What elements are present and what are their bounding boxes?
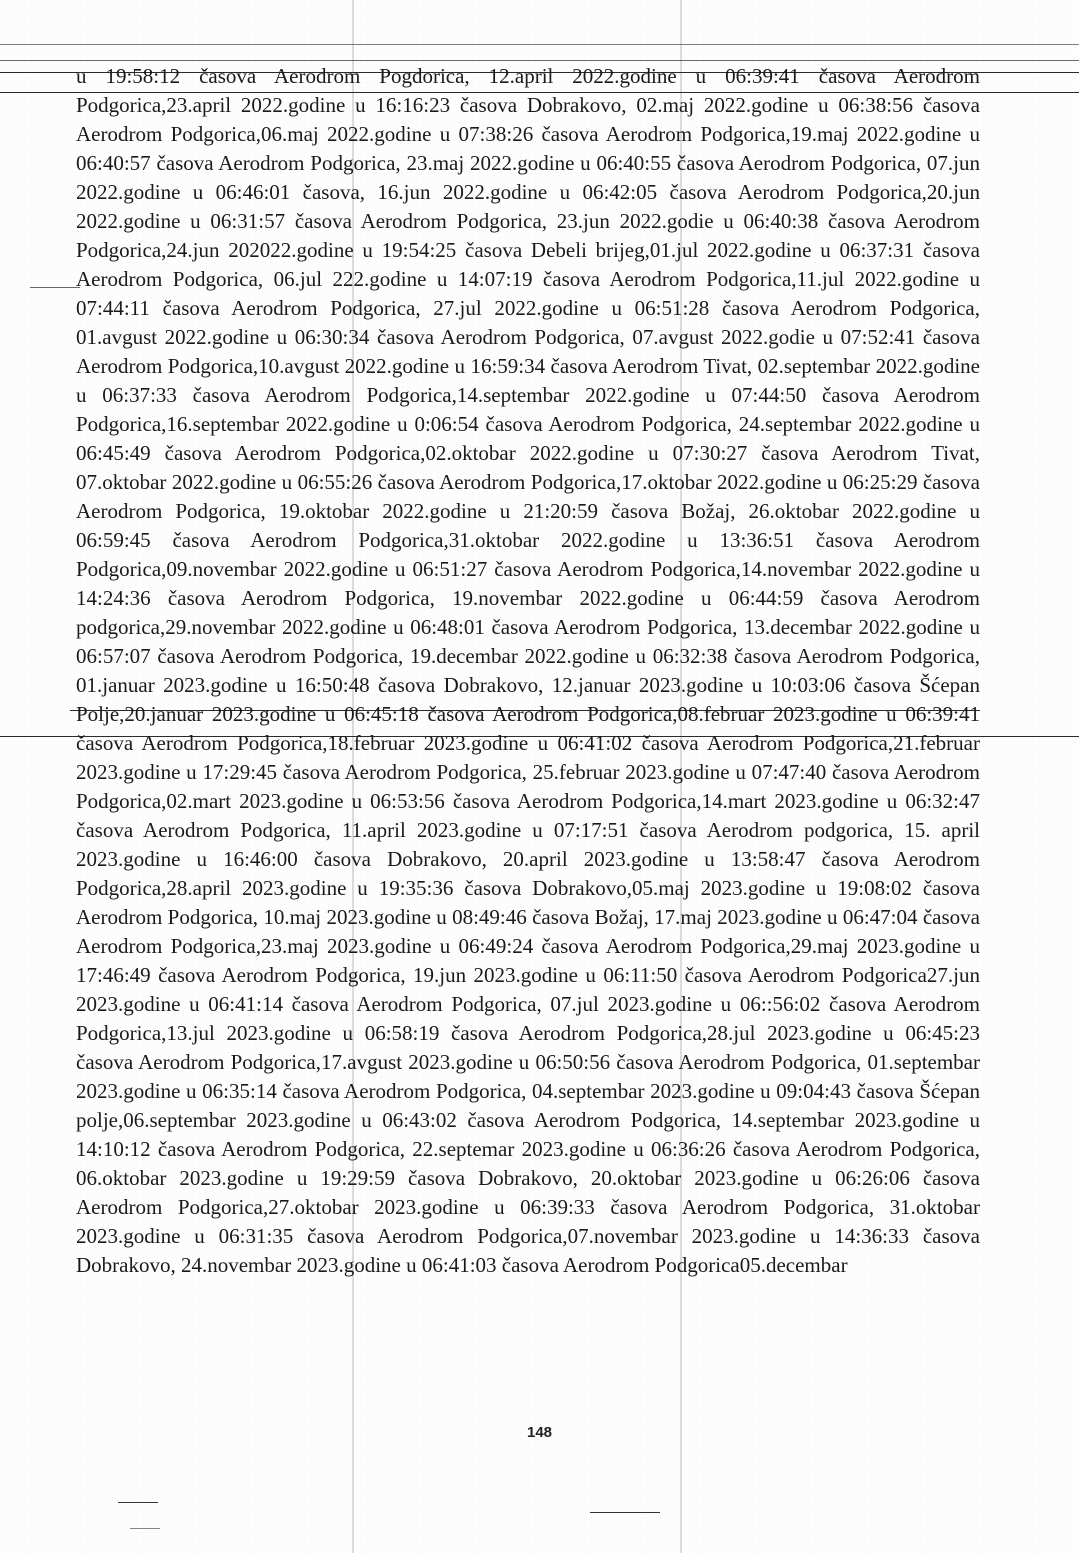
footer-scan-mark <box>590 1512 660 1513</box>
footer-scan-mark <box>130 1528 160 1529</box>
scan-line <box>0 44 1079 45</box>
footer-scan-mark <box>118 1502 158 1503</box>
scan-line <box>0 60 1079 61</box>
document-body-text: u 19:58:12 časova Aerodrom Pogdorica, 12.april 2022.godine u 06:39:41 časova Aerodrom Podgorica,23.april 2022.godine u 16:16:23 časova Dobrakovo, 02.maj 2022.godine u 06:38:56 časova Aerodrom Podgorica,06.maj 2022.godine u 07:38:26 časova Aerodrom Podgorica,19.maj 2022.godine u 06:40:57 časova Aerodrom Podgorica, 23.maj 2022.godine u 06:40:55 časova Aerodrom Podgorica, 07.jun 2022.godine u 06:46:01 časova, 16.jun 2022.godine u 06:42:05 časova Aerodrom Podgorica,20.jun 2022.godine u 06:31:57 časova Aerodrom Podgorica, 23.jun 2022.godie u 06:40:38 časova Aerodrom Podgorica,24.jun 202022.godine u 19:54:25 časova Debeli brijeg,01.jul 2022.godine u 06:37:31 časova Aerodrom Podgorica, 06.jul 222.godine u 14:07:19 časova Aerodrom Podgorica,11.jul 2022.godine u 07:44:11 časova Aerodrom Podgorica, 27.jul 2022.godine u 06:51:28 časova Aerodrom Podgorica, 01.avgust 2022.godine u 06:30:34 časova Aerodrom Podgorica, 07.avgust 2022.godie u 07:52:41 časova Aerodrom Podgorica,10.avgust 2022.godine u 16:59:34 časova Aerodrom Tivat, 02.septembar 2022.godine u 06:37:33 časova Aerodrom Podgorica,14.septembar 2022.godine u 07:44:50 časova Aerodrom Podgorica,16.septembar 2022.godine u 0:06:54 časova Aerodrom Podgorica, 24.septembar 2022.godine u 06:45:49 časova Aerodrom Podgorica,02.oktobar 2022.godine u 07:30:27 časova Aerodrom Tivat, 07.oktobar 2022.godine u 06:55:26 časova Aerodrom Podgorica,17.oktobar 2022.godine u 06:25:29 časova Aerodrom Podgorica, 19.oktobar 2022.godine u 21:20:59 časova Božaj, 26.oktobar 2022.godine u 06:59:45 časova Aerodrom Podgorica,31.oktobar 2022.godine u 13:36:51 časova Aerodrom Podgorica,09.novembar 2022.godine u 06:51:27 časova Aerodrom Podgorica,14.novembar 2022.godine u 14:24:36 časova Aerodrom Podgorica, 19.novembar 2022.godine u 06:44:59 časova Aerodrom podgorica,29.novembar 2022.godine u 06:48:01 časova Aerodrom Podgorica, 13.decembar 2022.godine u 06:57:07 časova Aerodrom Podgorica, 19.decembar 2022.godine u 06:32:38 časova Aerodrom Podgorica, 01.januar 2023.godine u 16:50:48 časova Dobrakovo, 12.januar 2023.godine u 10:03:06 časova Šćepan Polje,20.januar 2023.godine u 06:45:18 časova Aerodrom Podgorica,08.februar 2023.godine u 06:39:41 časova Aerodrom Podgorica,18.februar 2023.godine u 06:41:02 časova Aerodrom Podgorica,21.februar 2023.godine u 17:29:45 časova Aerodrom Podgorica, 25.februar 2023.godine u 07:47:40 časova Aerodrom Podgorica,02.mart 2023.godine u 06:53:56 časova Aerodrom Podgorica,14.mart 2023.godine u 06:32:47 časova Aerodrom Podgorica, 11.april 2023.godine u 07:17:51 časova Aerodrom podgorica, 15. april 2023.godine u 16:46:00 časova Dobrakovo, 20.april 2023.godine u 13:58:47 časova Aerodrom Podgorica,28.april 2023.godine u 19:35:36 časova Dobrakovo,05.maj 2023.godine u 19:08:02 časova Aerodrom Podgorica, 10.maj 2023.godine u 08:49:46 časova Božaj, 17.maj 2023.godine u 06:47:04 časova Aerodrom Podgorica,23.maj 2023.godine u 06:49:24 časova Aerodrom Podgorica,29.maj 2023.godine u 17:46:49 časova Aerodrom Podgorica, 19.jun 2023.godine u 06:11:50 časova Aerodrom Podgorica27.jun 2023.godine u 06:41:14 časova Aerodrom Podgorica, 07.jul 2023.godine u 06::56:02 časova Aerodrom Podgorica,13.jul 2023.godine u 06:58:19 časova Aerodrom Podgorica,28.jul 2023.godine u 06:45:23 časova Aerodrom Podgorica,17.avgust 2023.godine u 06:50:56 časova Aerodrom Podgorica, 01.septembar 2023.godine u 06:35:14 časova Aerodrom Podgorica, 04.septembar 2023.godine u 09:04:43 časova Šćepan polje,06.septembar 2023.godine u 06:43:02 časova Aerodrom Podgorica, 14.septembar 2023.godine u 14:10:12 časova Aerodrom Podgorica, 22.septemar 2023.godine u 06:36:26 časova Aerodrom Podgorica, 06.oktobar 2023.godine u 19:29:59 časova Dobrakovo, 20.oktobar 2023.godine u 06:26:06 časova Aerodrom Podgorica,27.oktobar 2023.godine u 06:39:33 časova Aerodrom Podgorica, 31.oktobar 2023.godine u 06:31:35 časova Aerodrom Podgorica,07.novembar 2023.godine u 14:36:33 časova Dobrakovo, 24.novembar 2023.godine u 06:41:03 časova Aerodrom Podgorica05.decembar <box>76 64 980 1277</box>
scan-line <box>30 287 80 288</box>
page-number: 148 <box>526 1424 553 1441</box>
